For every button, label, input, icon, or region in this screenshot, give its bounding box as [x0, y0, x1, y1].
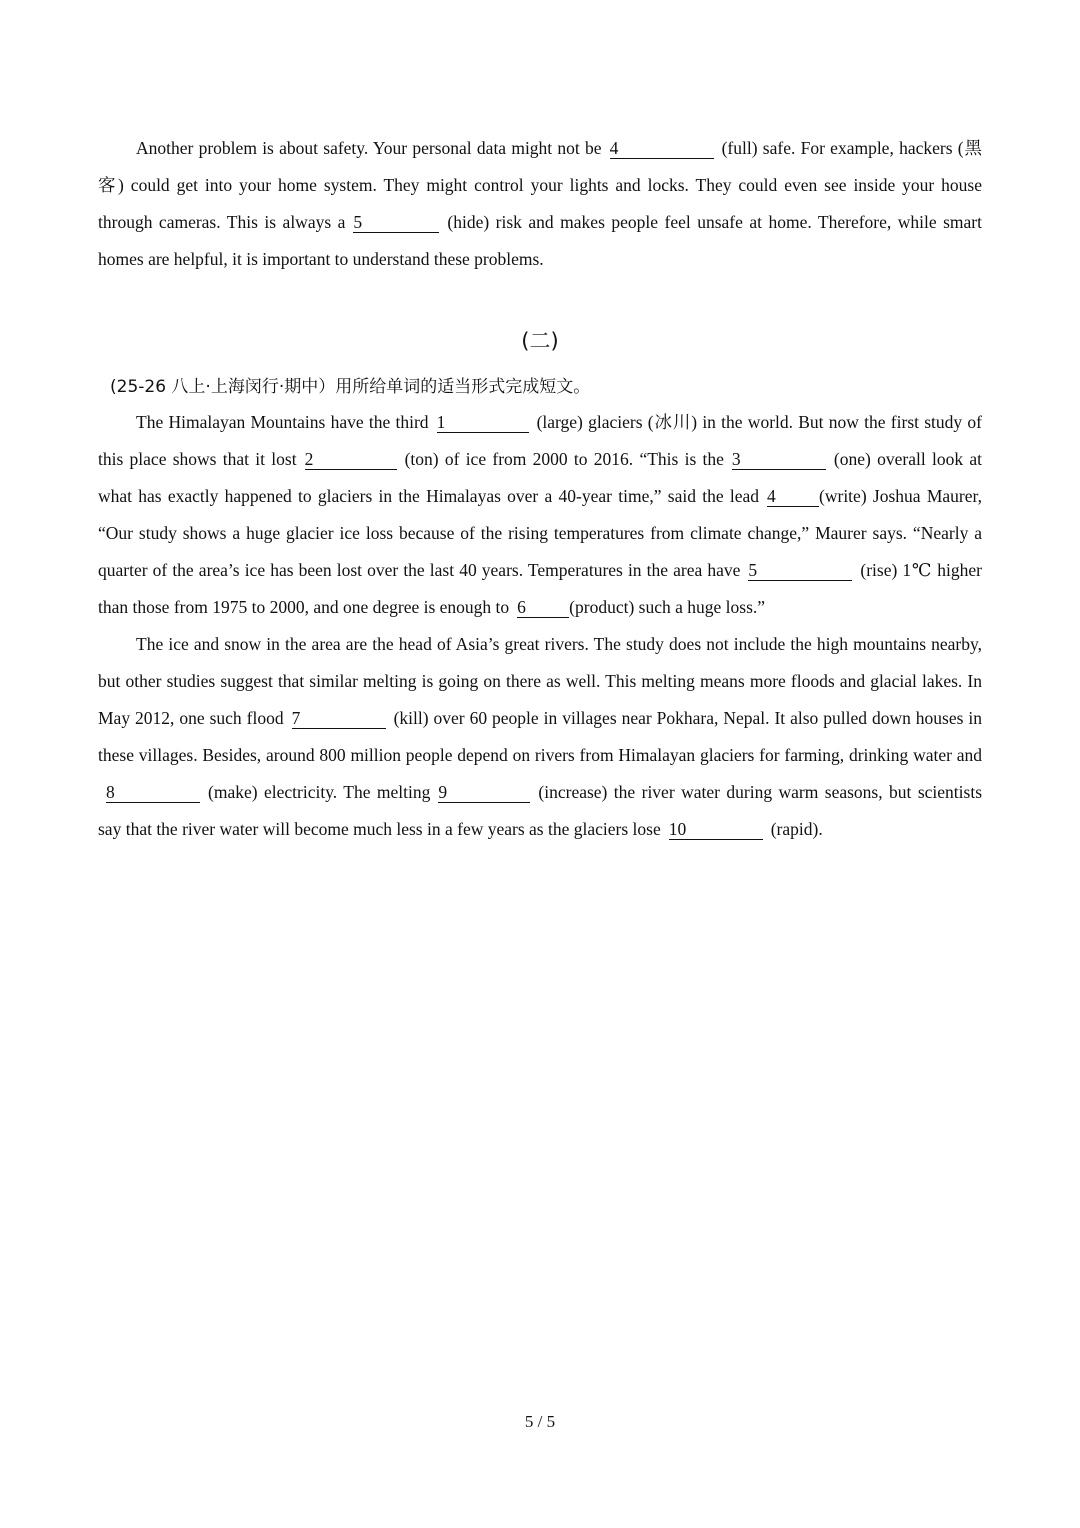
text-segment: (increase) the river water during warm seasons, but scientists say that the river water will become much less in a few years as the glaciers lose	[98, 782, 983, 839]
blank-1: 1	[437, 412, 529, 433]
text-segment: (hide) risk and makes people feel unsafe at home. Therefore, while smart homes are helpful, it is important to understand these problems.	[98, 212, 982, 269]
blank-8: 8	[106, 782, 200, 803]
page-number: 5 / 5	[524, 1412, 556, 1431]
passage-paragraph-2	[98, 626, 982, 848]
blank-4: 4	[610, 138, 714, 159]
blank-10: 10	[669, 819, 763, 840]
text-segment: (rapid).	[770, 819, 823, 839]
blank-5: 5	[353, 212, 439, 233]
passage-paragraph-1	[98, 404, 982, 626]
text-segment: (make) electricity. The melting	[208, 782, 431, 802]
blank-9: 9	[438, 782, 530, 803]
text-segment: The ice and snow in the area are the head of Asia’s great rivers. The study does not include the high mountains nearby, but other studies suggest that similar melting is going on there as well. This melting means more floods and glacial lakes. In May 2012, one such flood	[98, 634, 982, 728]
blank-4: 4	[767, 486, 819, 507]
blank-6: 6	[517, 597, 569, 618]
text-segment: Another problem is about safety. Your personal data might not be	[136, 138, 602, 158]
blank-3: 3	[732, 449, 826, 470]
blank-2: 2	[305, 449, 397, 470]
text-segment: (kill) over 60 people in villages near Pokhara, Nepal. It also pulled down houses in these villages. Besides, around 800 million people depend on rivers from Himalayan glaciers for farming, drinking water and	[98, 708, 982, 765]
text-segment: (ton) of ice from 2000 to 2016. “This is the	[404, 449, 724, 469]
text-segment: (large) glaciers (冰川) in the world. But now the first study of this place shows that it lost	[98, 412, 982, 469]
text-segment: (write) Joshua Maurer, “Our study shows a huge glacier ice loss because of the rising temperatures from climate change,” Maurer says. “Nearly a quarter of the area’s ice has been lost over the last 40 years. Temperatures in the area have	[98, 486, 982, 580]
text-segment: (rise) 1℃ higher than those from 1975 to 2000, and one degree is enough to	[98, 560, 982, 617]
exercise-instruction: (25-26 八上·上海闵行·期中）用所给单词的适当形式完成短文。	[110, 377, 591, 397]
blank-7: 7	[292, 708, 386, 729]
text-segment: (full) safe. For example, hackers (黑客) could get into your home system. They might control your lights and locks. They could even see inside your house through cameras. This is always a	[98, 138, 983, 232]
document-page	[98, 130, 982, 848]
passage-part1-paragraph	[98, 130, 982, 278]
text-segment: (product) such a huge loss.”	[569, 597, 766, 617]
text-segment: The Himalayan Mountains have the third	[136, 412, 429, 432]
section-title: (二)	[521, 329, 559, 353]
text-segment: (one) overall look at what has exactly happened to glaciers in the Himalayas over a 40-year time,” said the lead	[98, 449, 982, 506]
blank-5: 5	[748, 560, 852, 581]
